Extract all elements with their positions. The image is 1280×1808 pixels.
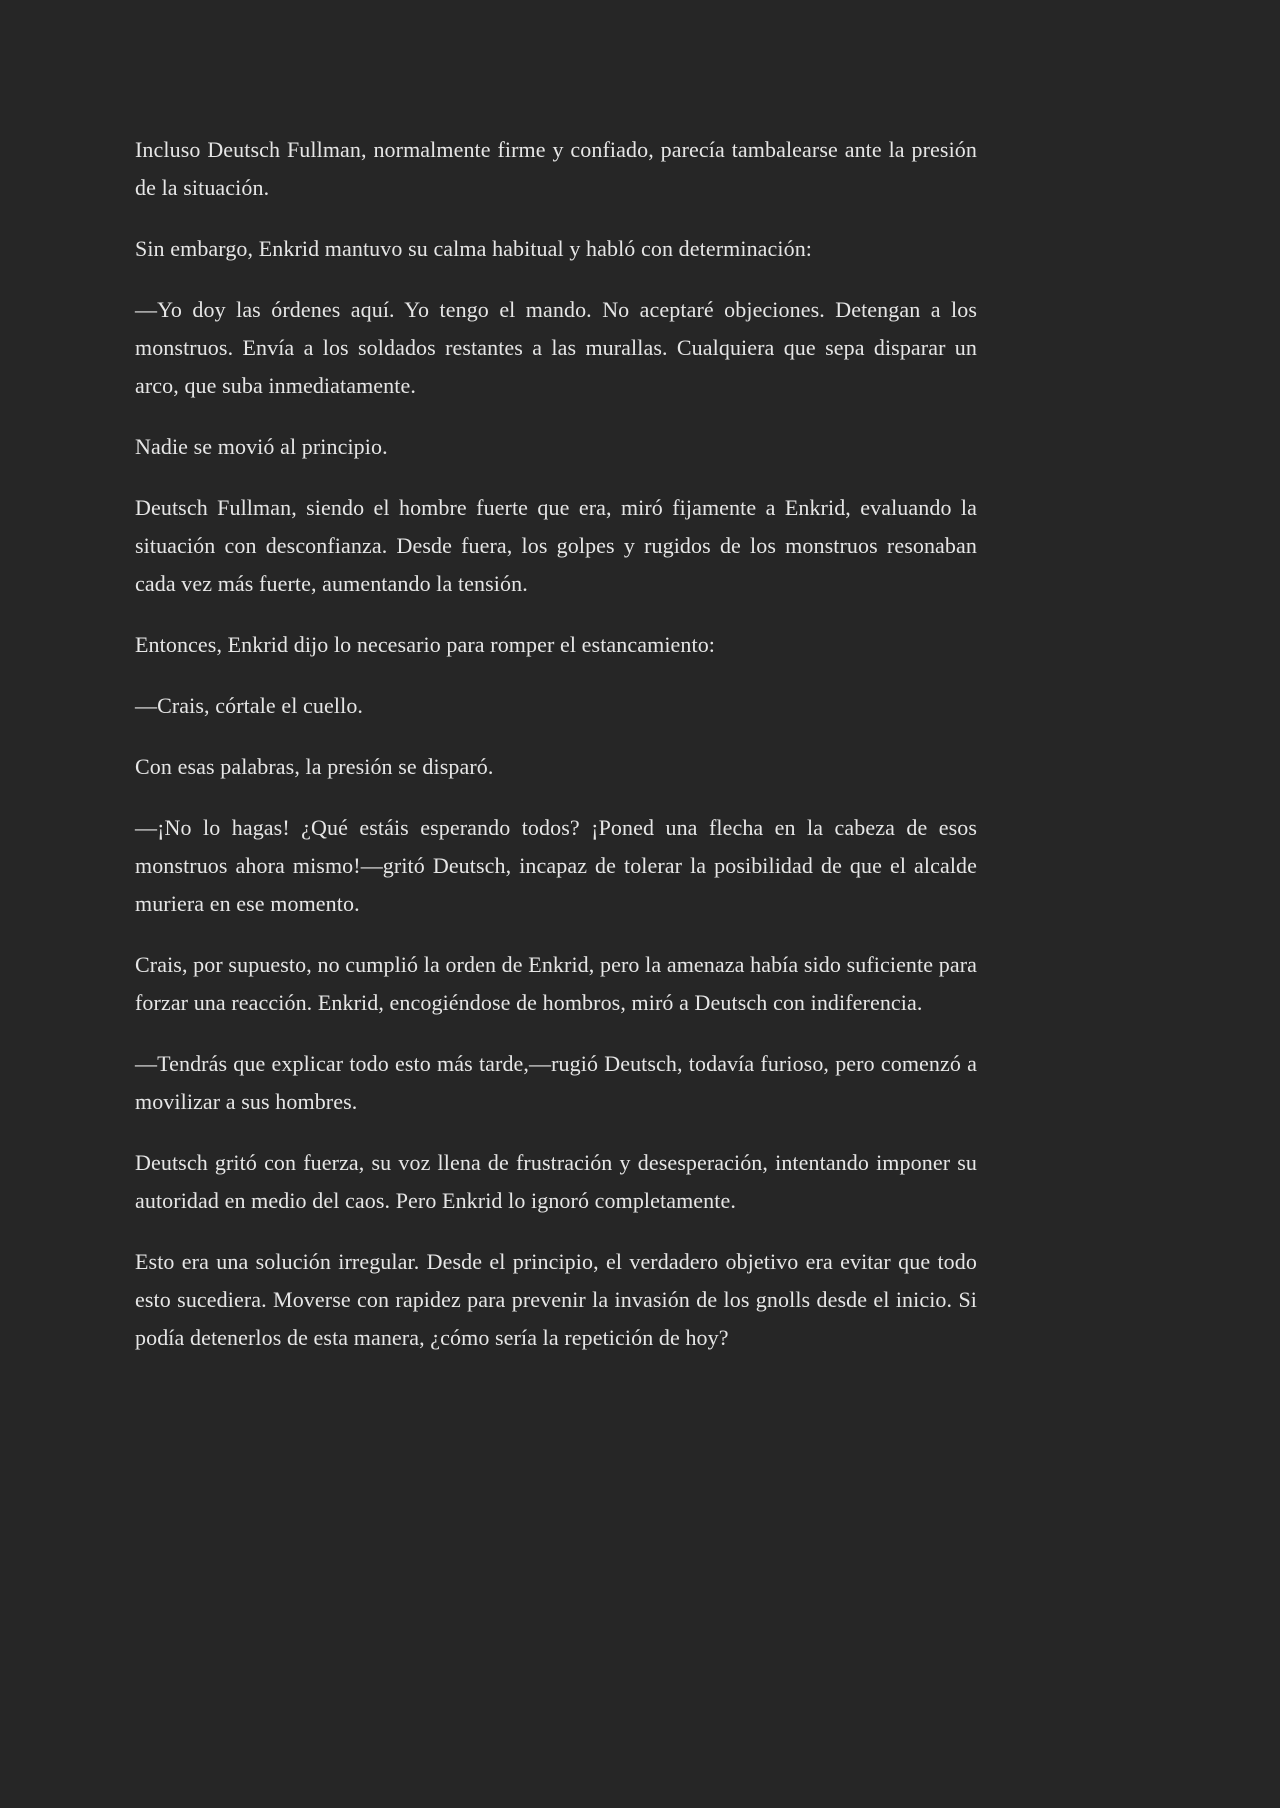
paragraph: Sin embargo, Enkrid mantuvo su calma habitual y habló con determinación: <box>135 236 813 261</box>
paragraph: Deutsch Fullman, siendo el hombre fuerte que era, miró fijamente a Enkrid, evaluando la situación con desconfianza. Desde fuera, los golpes y rugidos de los monstruos resonaban cada vez más fuerte, aumentando la tensión. <box>135 495 977 596</box>
paragraph: Crais, por supuesto, no cumplió la orden de Enkrid, pero la amenaza había sido suficiente para forzar una reacción. Enkrid, encogiéndose de hombros, miró a Deutsch con indiferencia. <box>135 952 977 1015</box>
paragraph: —¡No lo hagas! ¿Qué estáis esperando todos? ¡Poned una flecha en la cabeza de esos monstruos ahora mismo!—gritó Deutsch, incapaz de tolerar la posibilidad de que el alcalde muriera en ese momento. <box>135 815 977 916</box>
paragraph: Esto era una solución irregular. Desde el principio, el verdadero objetivo era evitar que todo esto sucediera. Moverse con rapidez para prevenir la invasión de los gnolls desde el inicio. Si podía detenerlos de esta manera, ¿cómo sería la repetición de hoy? <box>135 1249 977 1350</box>
paragraph: Incluso Deutsch Fullman, normalmente firme y confiado, parecía tambalearse ante la presión de la situación. <box>135 137 977 200</box>
paragraph: —Yo doy las órdenes aquí. Yo tengo el mando. No aceptaré objeciones. Detengan a los monstruos. Envía a los soldados restantes a las murallas. Cualquiera que sepa disparar un arco, que suba inmediatamente. <box>135 297 977 398</box>
paragraph: —Tendrás que explicar todo esto más tarde,—rugió Deutsch, todavía furioso, pero comenzó a movilizar a sus hombres. <box>135 1051 977 1114</box>
paragraph: Deutsch gritó con fuerza, su voz llena de frustración y desesperación, intentando imponer su autoridad en medio del caos. Pero Enkrid lo ignoró completamente. <box>135 1150 977 1213</box>
paragraph: Nadie se movió al principio. <box>135 434 388 459</box>
paragraph: Con esas palabras, la presión se disparó. <box>135 754 494 779</box>
paragraph: —Crais, córtale el cuello. <box>135 693 364 718</box>
paragraph: Entonces, Enkrid dijo lo necesario para romper el estancamiento: <box>135 632 716 657</box>
chapter-text <box>135 131 977 1357</box>
